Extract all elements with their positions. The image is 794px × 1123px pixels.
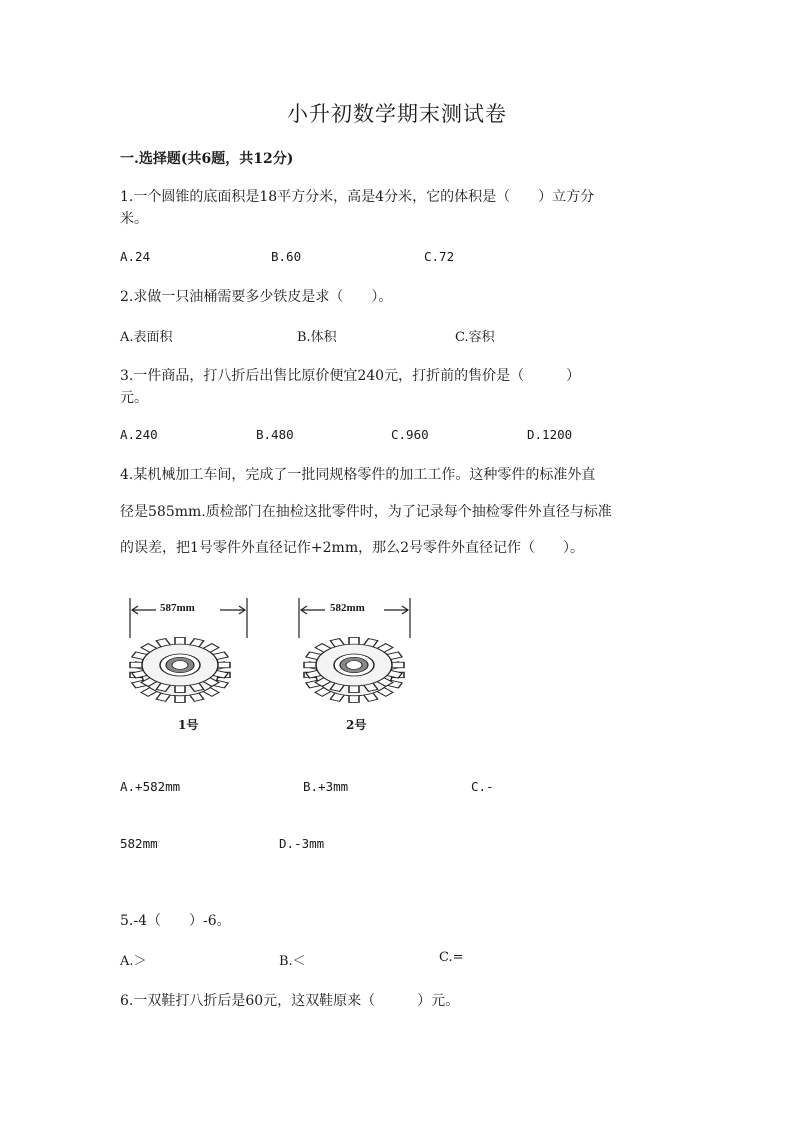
gear-1-drawing bbox=[130, 638, 230, 703]
question-5-option-b: B.＜ bbox=[279, 954, 306, 969]
section-heading: 一.选择题(共6题，共12分) bbox=[120, 151, 294, 167]
question-5-option-a: A.＞ bbox=[120, 954, 147, 969]
question-2-option-a: A.表面积 bbox=[120, 330, 173, 345]
question-4-option-d: D.-3mm bbox=[279, 836, 325, 851]
question-4-option-c-continued: 582mm bbox=[120, 836, 158, 851]
question-1-option-b: B.60 bbox=[271, 249, 302, 264]
question-3-option-a: A.240 bbox=[120, 427, 158, 442]
gear-2-drawing bbox=[304, 638, 404, 703]
gear-figure bbox=[120, 590, 420, 740]
question-4-text-line1: 4.某机械加工车间，完成了一批同规格零件的加工工作。这种零件的标准外直 bbox=[120, 467, 596, 483]
question-2-text: 2.求做一只油桶需要多少铁皮是求（ ）。 bbox=[120, 289, 393, 305]
gear-1-label: 1号 bbox=[178, 718, 199, 732]
question-6-text: 6.一双鞋打八折后是60元，这双鞋原来（ ）元。 bbox=[120, 993, 460, 1009]
question-3-option-d: D.1200 bbox=[527, 427, 573, 442]
question-3-option-c: C.960 bbox=[391, 427, 429, 442]
question-1-option-a: A.24 bbox=[120, 249, 151, 264]
question-3-text-line2: 元。 bbox=[120, 390, 148, 406]
question-4-option-c: C.- bbox=[471, 779, 494, 794]
gear-1-dimension-label: 587mm bbox=[160, 602, 195, 614]
question-3-text-line1: 3.一件商品，打八折后出售比原价便宜240元，打折前的售价是（ ） bbox=[120, 368, 581, 384]
question-2-option-c: C.容积 bbox=[455, 330, 495, 345]
gear-2-dimension-label: 582mm bbox=[330, 602, 365, 614]
question-2-option-b: B.体积 bbox=[297, 330, 337, 345]
question-4-option-b: B.+3mm bbox=[303, 779, 349, 794]
question-3-option-b: B.480 bbox=[256, 427, 294, 442]
question-1-text-line2: 米。 bbox=[120, 211, 148, 227]
question-4-option-a: A.+582mm bbox=[120, 779, 181, 794]
question-1-option-c: C.72 bbox=[424, 249, 455, 264]
question-5-option-c: C.= bbox=[439, 950, 464, 965]
question-4-text-line3: 的误差，把1号零件外直径记作+2mm，那么2号零件外直径记作（ ）。 bbox=[120, 540, 585, 556]
question-4-text-line2: 径是585mm.质检部门在抽检这批零件时，为了记录每个抽检零件外直径与标准 bbox=[120, 504, 612, 520]
question-5-text: 5.-4（ ）-6。 bbox=[120, 913, 231, 929]
question-1-text-line1: 1.一个圆锥的底面积是18平方分米，高是4分米，它的体积是（ ）立方分 bbox=[120, 189, 595, 205]
gear-2-label: 2号 bbox=[346, 718, 367, 732]
page-title: 小升初数学期末测试卷 bbox=[287, 102, 507, 126]
